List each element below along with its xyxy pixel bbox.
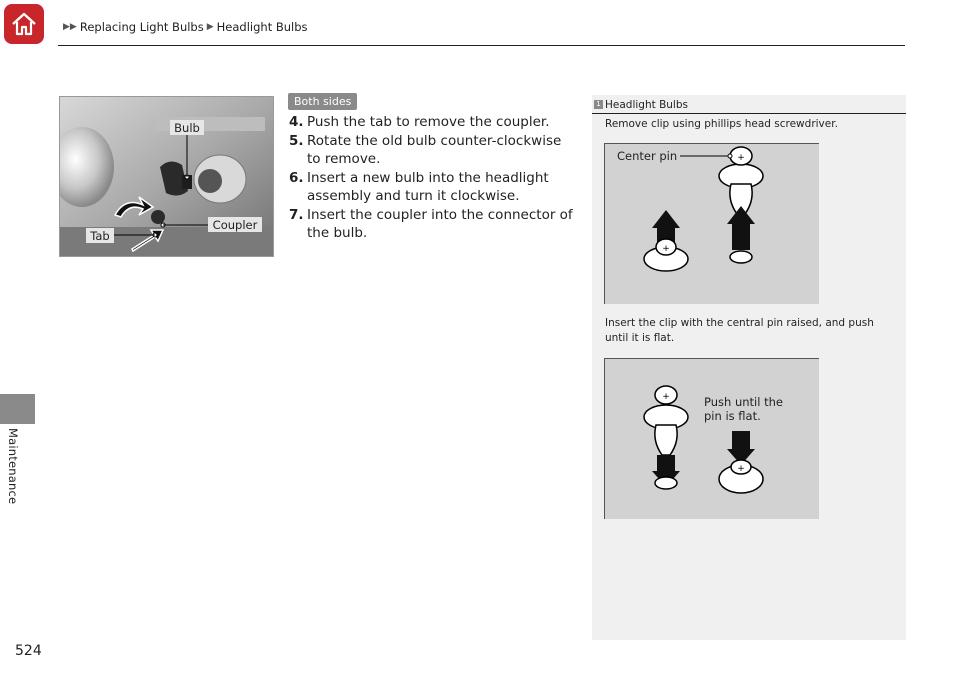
diagram-label-push-line1: Push until the — [704, 395, 783, 409]
home-button[interactable] — [4, 4, 44, 44]
step-text: Rotate the old bulb counter-clockwise to remove. — [307, 132, 562, 167]
step-number: 6. — [289, 169, 304, 186]
home-icon — [10, 11, 38, 37]
header-divider — [58, 45, 905, 46]
step-number: 4. — [289, 114, 304, 130]
step-item — [289, 206, 579, 243]
side-note-header — [592, 96, 906, 114]
note-insert-text: Insert the clip with the central pin raised, and push until it is flat. — [605, 317, 874, 344]
step-text: Push the tab to remove the coupler. — [307, 114, 550, 130]
step-text: Insert the coupler into the connector of the bulb. — [307, 206, 573, 241]
breadcrumb — [63, 20, 308, 34]
both-sides-badge: Both sides — [288, 93, 357, 110]
svg-text:+: + — [662, 392, 670, 402]
step-number: 5. — [289, 132, 304, 149]
step-item — [289, 113, 579, 132]
svg-text:+: + — [662, 244, 670, 254]
clip-removal-diagram — [604, 143, 819, 304]
page-number: 524 — [15, 643, 42, 659]
clip-insert-diagram — [604, 358, 819, 519]
step-number: 7. — [289, 206, 304, 223]
section-tab-marker[interactable] — [0, 394, 35, 424]
photo-label-coupler: Coupler — [212, 218, 258, 232]
breadcrumb-arrow-icon: ▶ — [206, 22, 214, 32]
diagram-label-center-pin: Center pin — [617, 149, 678, 163]
svg-text:+: + — [737, 153, 745, 163]
headlight-photo — [59, 96, 274, 257]
section-tab-label: Maintenance — [6, 428, 20, 505]
instruction-steps — [289, 113, 579, 243]
side-note-title[interactable]: Headlight Bulbs — [605, 98, 688, 111]
svg-text:+: + — [737, 464, 745, 474]
breadcrumb-item-headlight-bulbs[interactable]: Headlight Bulbs — [216, 20, 308, 34]
step-text: Insert a new bulb into the headlight assembly and turn it clockwise. — [307, 169, 549, 204]
step-item — [289, 169, 579, 206]
photo-label-bulb: Bulb — [174, 121, 200, 135]
step-item — [289, 132, 579, 169]
photo-label-tab: Tab — [90, 229, 110, 243]
breadcrumb-arrow-icon: ▶▶ — [63, 22, 77, 32]
breadcrumb-item-replacing-light-bulbs[interactable]: Replacing Light Bulbs — [79, 20, 204, 34]
diagram-label-push-line2: pin is flat. — [704, 409, 761, 423]
note-remove-text: Remove clip using phillips head screwdriver. — [605, 118, 838, 130]
note-ref-marker: 1 — [594, 100, 603, 109]
